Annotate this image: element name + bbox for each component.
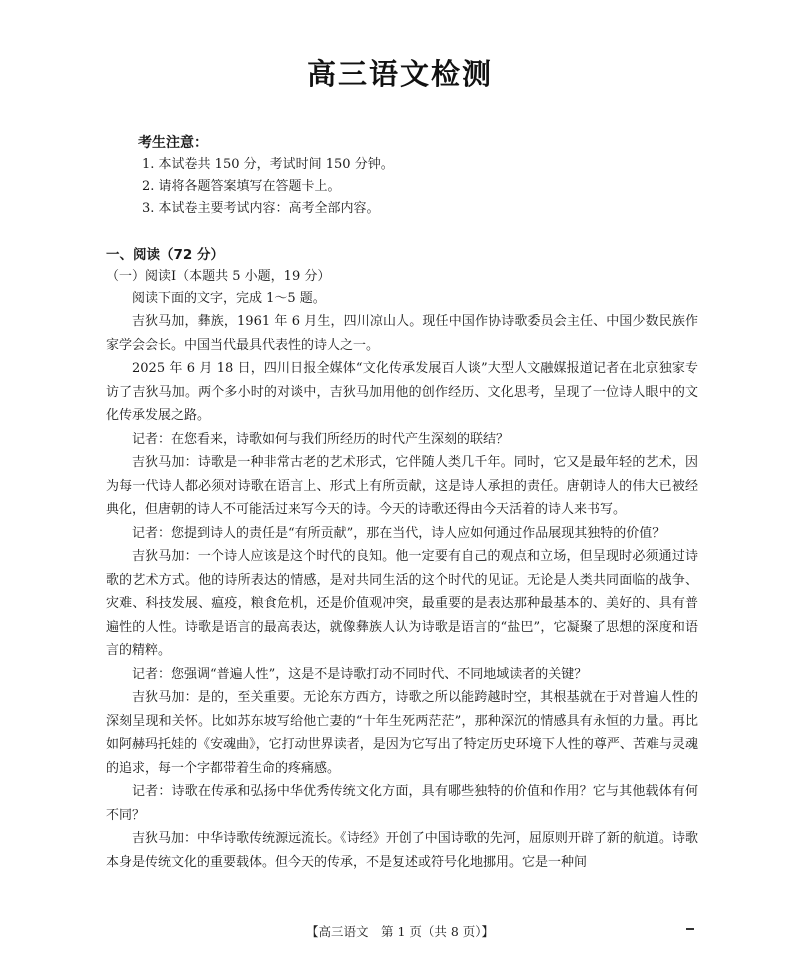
interview-answer: 吉狄马加：诗歌是一种非常古老的艺术形式，它伴随人类几千年。同时，它又是最年轻的艺术，因为每一代诗人都必须对诗歌在语言上、形式上有所贡献，这是诗人承担的责任。唐朝诗人的伟大已被经典化，但唐朝的诗人不可能活过来写今天的诗。今天的诗歌还得由今天活着的诗人来书写。 <box>106 455 698 517</box>
notice-item: 1. 本试卷共 150 分，考试时间 150 分钟。 <box>142 157 394 172</box>
corner-mark <box>686 928 694 930</box>
interview-answer: 吉狄马加：一个诗人应该是这个时代的良知。他一定要有自己的观点和立场，但呈现时必须通过诗歌的艺术方式。他的诗所表达的情感，是对共同生活的这个时代的见证。无论是人类共同面临的战争、灾难、科技发展、瘟疫，粮食危机，还是价值观冲突，最重要的是表达那种最基本的、美好的、具有普遍性的人性。诗歌是语言的最高表达，就像彝族人认为诗歌是语言的“盐巴”，它凝聚了思想的深度和语言的精粹。 <box>106 549 698 658</box>
reading-section <box>106 244 698 874</box>
interview-question: 记者：诗歌在传承和弘扬中华优秀传统文化方面，具有哪些独特的价值和作用？它与其他载体有何不同？ <box>106 784 698 823</box>
notice-item: 2. 请将各题答案填写在答题卡上。 <box>142 179 341 194</box>
notice-item: 3. 本试卷主要考试内容：高考全部内容。 <box>142 201 380 216</box>
subsection-heading: （一）阅读Ⅰ（本题共 5 小题，19 分） <box>106 269 331 284</box>
section-heading: 一、阅读（72 分） <box>106 247 224 263</box>
page-title: 高三语文检测 <box>306 57 493 91</box>
interview-answer: 吉狄马加：是的，至关重要。无论东方西方，诗歌之所以能跨越时空，其根基就在于对普遍人性的深刻呈现和关怀。比如苏东坡写给他亡妻的“十年生死两茫茫”，那种深沉的情感具有永恒的力量。再比如阿赫玛托娃的《安魂曲》，它打动世界读者，是因为它写出了特定历史环境下人性的尊严、苦难与灵魂的追求，每一个字都带着生命的疼痛感。 <box>106 690 698 776</box>
paragraph: 2025 年 6 月 18 日，四川日报全媒体“文化传承发展百人谈”大型人文融媒报道记者在北京独家专访了吉狄马加。两个多小时的对谈中，吉狄马加用他的创作经历、文化思考，呈现了一位诗人眼中的文化传承发展之路。 <box>106 361 698 423</box>
notice-heading: 考生注意： <box>138 135 208 151</box>
interview-question: 记者：您强调“普遍人性”，这是不是诗歌打动不同时代、不同地域读者的关键？ <box>132 666 588 682</box>
page-footer: 【高三语文 第 1 页（共 8 页）】 <box>305 924 495 939</box>
interview-answer: 吉狄马加：中华诗歌传统源远流长。《诗经》开创了中国诗歌的先河，屈原则开辟了新的航道。诗歌本身是传统文化的重要载体。但今天的传承，不是复述或符号化地挪用。它是一种间 <box>106 831 698 870</box>
interview-question: 记者：您提到诗人的责任是“有所贡献”，那在当代，诗人应如何通过作品展现其独特的价值？ <box>132 525 666 541</box>
instruction-text: 阅读下面的文字，完成 1～5 题。 <box>132 291 326 306</box>
interview-question: 记者：在您看来，诗歌如何与我们所经历的时代产生深刻的联结？ <box>132 431 510 447</box>
paragraph: 吉狄马加，彝族，1961 年 6 月生，四川凉山人。现任中国作协诗歌委员会主任、中国少数民族作家学会会长。中国当代最具代表性的诗人之一。 <box>106 314 698 353</box>
exam-notice <box>138 132 698 220</box>
